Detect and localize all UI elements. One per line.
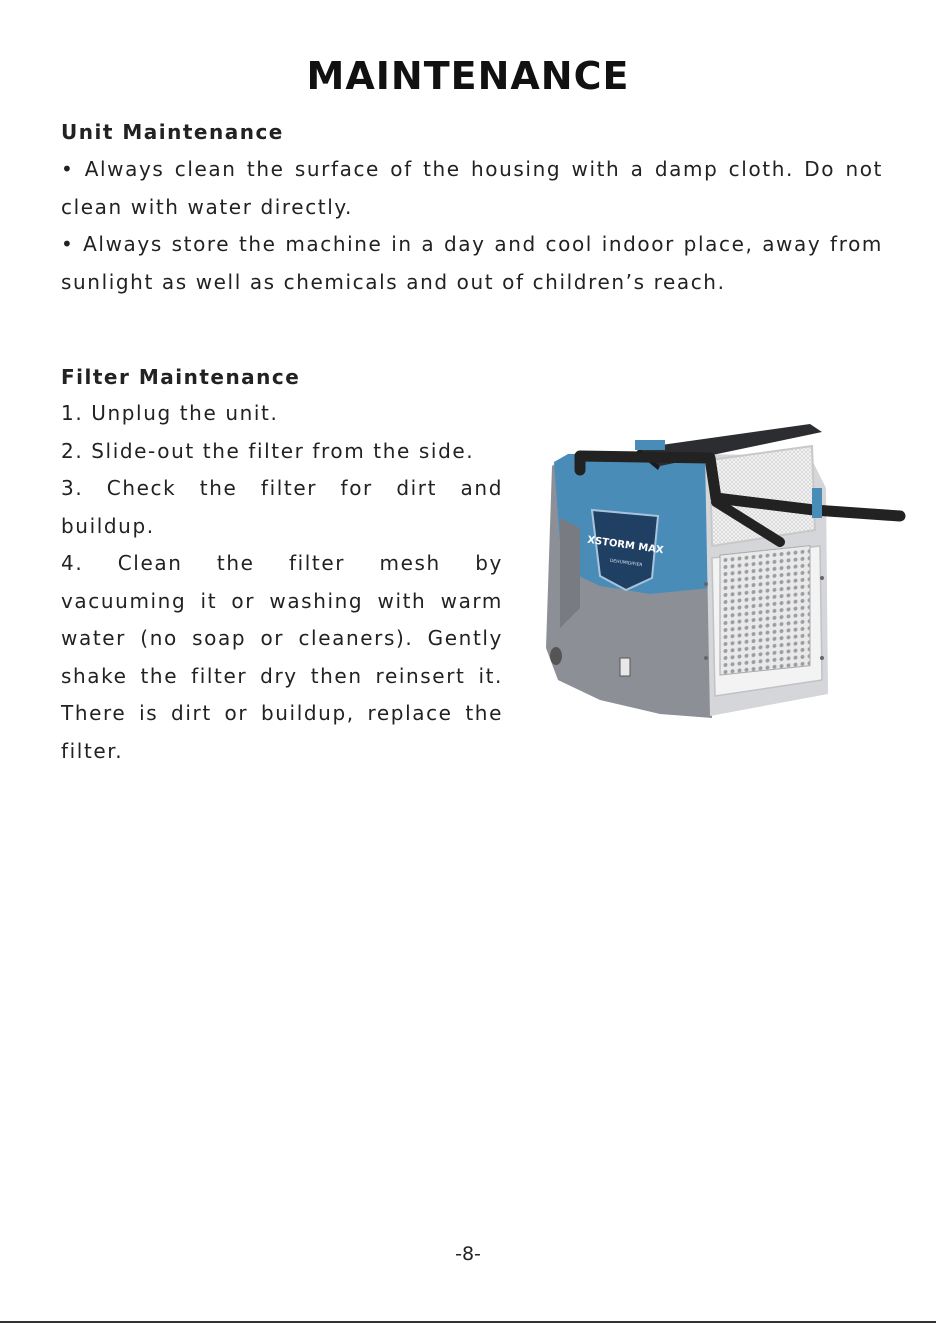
dehumidifier-illustration [540,418,920,728]
unit-maintenance-heading: Unit Maintenance [61,120,284,144]
unit-bullet-2: • Always store the machine in a day and cool indoor place, away from sunlight as well as chemicals and out of children’s reach. [61,232,883,294]
filter-maintenance-heading: Filter Maintenance [61,365,301,389]
filter-step-2: 2. Slide-out the filter from the side. [61,439,475,463]
filter-step-1: 1. Unplug the unit. [61,401,279,425]
page-number: -8- [455,1243,481,1265]
model-label: DEHUMIDIFIER [609,558,643,569]
bottom-rule [0,1321,936,1323]
side-mesh [720,546,810,675]
unit-bullet-1: • Always clean the surface of the housing with a damp cloth. Do not clean with water directly. [61,157,883,219]
page-title: MAINTENANCE [306,54,630,98]
filter-step-4: 4. Clean the filter mesh by vacuuming it or washing with warm water (no soap or cleaners). Gently shake the filter dry then reinsert it. There is dirt or buildup, replace the filter. [61,551,503,763]
filter-step-3: 3. Check the filter for dirt and buildup. [61,476,503,538]
brand-label: XSTORM MAX [586,534,665,557]
